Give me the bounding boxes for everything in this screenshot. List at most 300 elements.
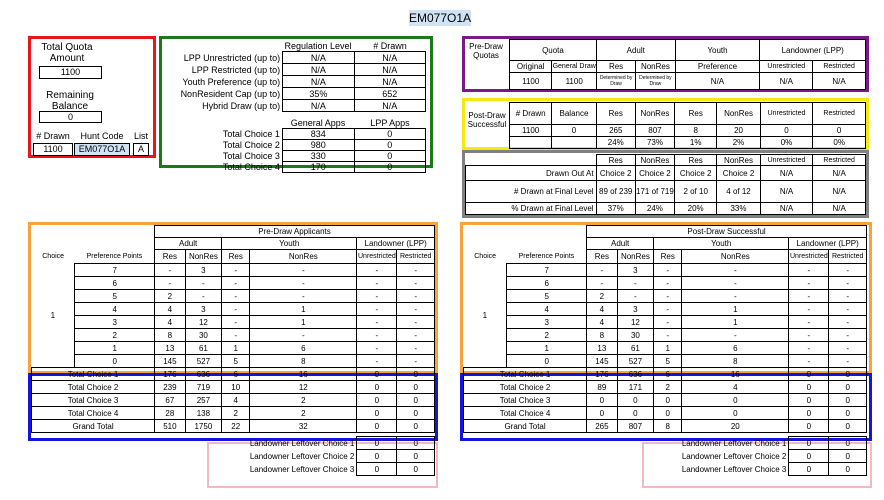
cell: 0 bbox=[587, 407, 618, 420]
apps-row bbox=[164, 151, 426, 162]
drawn-header: # Drawn bbox=[510, 103, 552, 125]
cell: 0% bbox=[813, 137, 866, 149]
column-header: NonRes bbox=[617, 250, 654, 264]
total-row bbox=[32, 394, 435, 407]
total-row bbox=[32, 368, 435, 381]
cell: 636 bbox=[617, 368, 654, 381]
cell: 1% bbox=[675, 137, 717, 149]
leftover-label: Landowner Leftover Choice 1 bbox=[681, 438, 787, 448]
cell: 2 bbox=[507, 329, 587, 342]
cell: - bbox=[617, 277, 654, 290]
cell: 0 bbox=[397, 420, 435, 433]
leftover-row bbox=[32, 463, 435, 476]
list-value: A bbox=[133, 143, 149, 156]
cell: 0 bbox=[789, 450, 829, 463]
predraw-quotas-table bbox=[509, 39, 866, 90]
cell: 30 bbox=[185, 329, 222, 342]
cell: 1 bbox=[507, 342, 587, 355]
lpp-apps-cell: 0 bbox=[354, 162, 425, 173]
table-row bbox=[464, 316, 867, 329]
cell: 807 bbox=[635, 125, 674, 137]
regulation-level-cell: N/A bbox=[283, 76, 354, 88]
cell: 719 bbox=[185, 381, 222, 394]
cell: 3 bbox=[617, 264, 654, 277]
drawn-out-row bbox=[466, 203, 866, 215]
landowner-header: Landowner (LPP) bbox=[760, 40, 866, 61]
cell: - bbox=[789, 264, 829, 277]
cell: 176 bbox=[155, 368, 186, 381]
cell: 61 bbox=[617, 342, 654, 355]
column-header: Res bbox=[587, 250, 618, 264]
cell: - bbox=[682, 264, 789, 277]
cell: 61 bbox=[185, 342, 222, 355]
cell: - bbox=[250, 290, 357, 303]
hunt-code-header: Hunt Code bbox=[80, 131, 124, 141]
cell: 6 bbox=[222, 368, 250, 381]
cell: 171 of 719 bbox=[635, 181, 674, 203]
cell: - bbox=[357, 264, 397, 277]
cell: 32 bbox=[250, 420, 357, 433]
cell: 8 bbox=[587, 329, 618, 342]
drawn-out-table bbox=[465, 154, 866, 215]
cell: 8 bbox=[250, 355, 357, 368]
leftover-row bbox=[464, 463, 867, 476]
regulation-row bbox=[164, 64, 426, 76]
cell: - bbox=[222, 290, 250, 303]
regulation-table bbox=[164, 41, 426, 51]
cell: 20 bbox=[682, 420, 789, 433]
original-value: 1100 bbox=[510, 73, 552, 90]
cell: - bbox=[222, 316, 250, 329]
section-title: Post-Draw Successful bbox=[587, 226, 867, 238]
cell: N/A bbox=[813, 203, 866, 215]
total-label: Grand Total bbox=[32, 420, 155, 433]
regulation-row bbox=[164, 100, 426, 112]
cell: - bbox=[789, 316, 829, 329]
column-header: NonRes bbox=[250, 250, 357, 264]
leftover-label: Landowner Leftover Choice 3 bbox=[681, 464, 787, 474]
section-title: Pre-Draw Applicants bbox=[155, 226, 435, 238]
total-label: Total Choice 2 bbox=[32, 381, 155, 394]
cell: - bbox=[682, 290, 789, 303]
regulation-rows bbox=[164, 51, 426, 112]
column-header: Res bbox=[155, 250, 186, 264]
cell: - bbox=[397, 303, 435, 316]
cell: 6 bbox=[654, 368, 682, 381]
restricted-header: Restricted bbox=[813, 103, 866, 125]
total-label: Total Choice 1 bbox=[464, 368, 587, 381]
cell: - bbox=[587, 264, 618, 277]
cell: - bbox=[397, 342, 435, 355]
cell: 0 bbox=[813, 125, 866, 137]
regulation-level-cell: 35% bbox=[283, 88, 354, 100]
cell: 8 bbox=[654, 420, 682, 433]
predraw-quotas-box bbox=[462, 36, 869, 92]
total-row bbox=[32, 407, 435, 420]
drawn-cell: N/A bbox=[354, 100, 425, 112]
cell: 24% bbox=[635, 203, 674, 215]
cell: 1750 bbox=[185, 420, 222, 433]
cell: 89 bbox=[587, 381, 618, 394]
total-row bbox=[32, 420, 435, 433]
cell: - bbox=[397, 316, 435, 329]
quota-summary-box bbox=[28, 36, 156, 158]
cell: - bbox=[222, 329, 250, 342]
choice-cell: 1 bbox=[50, 310, 56, 320]
cell: 0 bbox=[357, 381, 397, 394]
drawn-value: 1100 bbox=[33, 143, 73, 156]
leftover-row bbox=[464, 437, 867, 450]
general-apps-cell: 834 bbox=[282, 129, 354, 140]
applicants-table-wrap bbox=[31, 225, 435, 476]
cell: 8 bbox=[682, 355, 789, 368]
cell: 265 bbox=[596, 125, 635, 137]
total-label: Total Choice 3 bbox=[32, 394, 155, 407]
cell: 4 bbox=[587, 303, 618, 316]
cell: 636 bbox=[185, 368, 222, 381]
regulation-row bbox=[164, 76, 426, 88]
cell: 0 bbox=[829, 381, 867, 394]
row-label: NonResident Cap (up to) bbox=[180, 88, 281, 99]
table-row bbox=[464, 277, 867, 290]
predraw-quotas-label: Pre-Draw Quotas bbox=[469, 42, 503, 60]
cell: - bbox=[829, 329, 867, 342]
cell: 16 bbox=[250, 368, 357, 381]
cell: - bbox=[789, 342, 829, 355]
row-label: Total Choice 1 bbox=[222, 129, 280, 139]
cell: 0 bbox=[397, 450, 435, 463]
cell: 4 bbox=[507, 303, 587, 316]
cell: - bbox=[155, 264, 186, 277]
count-row bbox=[510, 125, 866, 137]
cell: - bbox=[250, 277, 357, 290]
total-label: Total Choice 4 bbox=[32, 407, 155, 420]
general-apps-cell: 170 bbox=[282, 162, 354, 173]
column-header: Res bbox=[222, 250, 250, 264]
cell: 3 bbox=[185, 264, 222, 277]
drawn-header: # Drawn bbox=[36, 131, 70, 141]
cell: 13 bbox=[155, 342, 186, 355]
total-row bbox=[464, 381, 867, 394]
cell: - bbox=[357, 316, 397, 329]
drawn-out-box bbox=[462, 150, 869, 218]
cell: 0 bbox=[357, 420, 397, 433]
general-draw-value: 1100 bbox=[552, 73, 597, 90]
cell: - bbox=[397, 277, 435, 290]
drawn-count-header: # Drawn bbox=[373, 41, 407, 51]
remaining-balance-value: 0 bbox=[39, 111, 102, 123]
cell: 4 bbox=[155, 316, 186, 329]
cell: - bbox=[222, 303, 250, 316]
unrestricted-subheader: Unrestricted bbox=[760, 61, 813, 73]
total-row bbox=[464, 420, 867, 433]
cell: 0 bbox=[829, 437, 867, 450]
table-row bbox=[464, 329, 867, 342]
res-subheader: Res bbox=[596, 61, 635, 73]
row-label: Total Choice 2 bbox=[222, 140, 280, 150]
successful-table bbox=[463, 225, 867, 476]
landowner-group-header: Landowner (LPP) bbox=[357, 238, 435, 250]
cell: 0 bbox=[789, 437, 829, 450]
postdraw-successful-table bbox=[509, 102, 866, 149]
cell: - bbox=[222, 264, 250, 277]
restricted-subheader: Restricted bbox=[813, 61, 866, 73]
cell: - bbox=[829, 316, 867, 329]
drawn-cell: N/A bbox=[354, 64, 425, 76]
cell: 1 bbox=[250, 316, 357, 329]
cell: - bbox=[682, 277, 789, 290]
cell: Choice 2 bbox=[717, 166, 760, 181]
original-subheader: Original bbox=[510, 61, 552, 73]
cell: 257 bbox=[185, 394, 222, 407]
cell: Choice 2 bbox=[596, 166, 635, 181]
cell: N/A bbox=[813, 166, 866, 181]
cell: 3 bbox=[75, 316, 155, 329]
landowner-group-header: Landowner (LPP) bbox=[789, 238, 867, 250]
column-header: Unrestricted bbox=[357, 250, 397, 264]
adult-group-header: Adult bbox=[155, 238, 222, 250]
nonres-value: Determined by Draw bbox=[636, 73, 675, 90]
regulation-level-header: Regulation Level bbox=[284, 41, 352, 51]
table-row bbox=[32, 277, 435, 290]
table-row bbox=[32, 342, 435, 355]
total-row bbox=[464, 368, 867, 381]
cell: 0 bbox=[552, 125, 596, 137]
cell: 6 bbox=[75, 277, 155, 290]
cell: 0 bbox=[829, 420, 867, 433]
cell: 0 bbox=[397, 437, 435, 450]
youth-group-header: Youth bbox=[222, 238, 357, 250]
cell: - bbox=[789, 329, 829, 342]
cell: - bbox=[829, 355, 867, 368]
cell: 0 bbox=[829, 368, 867, 381]
regulation-level-cell: N/A bbox=[283, 100, 354, 112]
cell: 30 bbox=[617, 329, 654, 342]
column-header: Choice bbox=[42, 253, 65, 260]
cell: 138 bbox=[185, 407, 222, 420]
cell: 2 bbox=[250, 407, 357, 420]
cell: 1 bbox=[75, 342, 155, 355]
general-draw-subheader: General Draw bbox=[552, 61, 597, 73]
cell: - bbox=[397, 329, 435, 342]
table-row bbox=[32, 290, 435, 303]
cell: 176 bbox=[587, 368, 618, 381]
general-apps-header: General Apps bbox=[290, 118, 346, 128]
cell: 8 bbox=[155, 329, 186, 342]
drawn-out-row bbox=[466, 166, 866, 181]
lpp-apps-header: LPP Apps bbox=[370, 118, 410, 128]
cell: N/A bbox=[760, 166, 813, 181]
cell: 0 bbox=[789, 381, 829, 394]
drawn-out-row bbox=[466, 181, 866, 203]
cell: - bbox=[789, 290, 829, 303]
cell: 6 bbox=[250, 342, 357, 355]
cell: - bbox=[357, 290, 397, 303]
res-header: Res bbox=[596, 155, 635, 166]
regulation-box bbox=[159, 36, 433, 172]
cell: 3 bbox=[185, 303, 222, 316]
cell: - bbox=[654, 329, 682, 342]
cell: 22 bbox=[222, 420, 250, 433]
cell: 10 bbox=[222, 381, 250, 394]
cell: 1 bbox=[682, 303, 789, 316]
row-label: Hybrid Draw (up to) bbox=[202, 100, 281, 111]
cell: 0 bbox=[397, 463, 435, 476]
unrestricted-header: Unrestricted bbox=[760, 155, 813, 166]
cell: 0 bbox=[617, 407, 654, 420]
cell: - bbox=[250, 264, 357, 277]
apps-row bbox=[164, 162, 426, 173]
general-apps-cell: 980 bbox=[282, 140, 354, 151]
cell: - bbox=[250, 329, 357, 342]
cell: 0 bbox=[587, 394, 618, 407]
res-value: Determined by Draw bbox=[596, 73, 635, 90]
table-row bbox=[464, 303, 867, 316]
applicants-table bbox=[31, 225, 435, 476]
cell: 4 bbox=[155, 303, 186, 316]
cell: 145 bbox=[155, 355, 186, 368]
cell: 265 bbox=[587, 420, 618, 433]
cell: - bbox=[617, 290, 654, 303]
hunt-code-title: EM077O1A bbox=[409, 11, 472, 25]
cell: 0 bbox=[357, 407, 397, 420]
res-header: Res bbox=[596, 103, 635, 125]
cell: 0 bbox=[654, 407, 682, 420]
total-label: Total Choice 2 bbox=[464, 381, 587, 394]
column-header: Res bbox=[654, 250, 682, 264]
cell: - bbox=[587, 277, 618, 290]
regulation-level-cell: N/A bbox=[283, 52, 354, 64]
cell: 0% bbox=[760, 137, 813, 149]
cell: 0 bbox=[789, 368, 829, 381]
youth-header: Youth bbox=[675, 40, 760, 61]
hunt-code-value: EM077O1A bbox=[74, 143, 130, 156]
cell: 0 bbox=[397, 368, 435, 381]
cell: 33% bbox=[717, 203, 760, 215]
cell: - bbox=[829, 342, 867, 355]
row-label: Youth Preference (up to) bbox=[182, 76, 281, 87]
cell: Choice 2 bbox=[635, 166, 674, 181]
cell: 7 bbox=[507, 264, 587, 277]
column-header: NonRes bbox=[682, 250, 789, 264]
cell: 5 bbox=[654, 355, 682, 368]
cell: 0 bbox=[397, 407, 435, 420]
leftover-label: Landowner Leftover Choice 3 bbox=[249, 464, 355, 474]
row-label: Total Choice 3 bbox=[222, 151, 280, 161]
regulation-row bbox=[164, 88, 426, 100]
list-header: List bbox=[133, 131, 148, 141]
youth-res-header: Res bbox=[675, 103, 717, 125]
cell: 4 bbox=[75, 303, 155, 316]
cell: 28 bbox=[155, 407, 186, 420]
cell: 2 bbox=[587, 290, 618, 303]
cell: - bbox=[155, 277, 186, 290]
drawn-cell: N/A bbox=[354, 52, 425, 64]
table-row bbox=[32, 355, 435, 368]
table-row bbox=[464, 355, 867, 368]
total-label: Total Choice 1 bbox=[32, 368, 155, 381]
cell: 0 bbox=[654, 394, 682, 407]
cell: 7 bbox=[75, 264, 155, 277]
nonres-header: NonRes bbox=[635, 155, 674, 166]
cell: 527 bbox=[185, 355, 222, 368]
cell: 0 bbox=[789, 407, 829, 420]
cell: 1 bbox=[222, 342, 250, 355]
lpp-apps-cell: 0 bbox=[354, 129, 425, 140]
cell: - bbox=[654, 290, 682, 303]
cell: 0 bbox=[75, 355, 155, 368]
balance-header: Balance bbox=[552, 103, 596, 125]
remaining-balance-label: Remaining Balance bbox=[46, 90, 94, 112]
total-row bbox=[464, 407, 867, 420]
cell: 5 bbox=[222, 355, 250, 368]
column-header: Restricted bbox=[829, 250, 867, 264]
cell bbox=[552, 137, 596, 149]
cell: - bbox=[397, 355, 435, 368]
cell: - bbox=[357, 329, 397, 342]
cell: 5 bbox=[75, 290, 155, 303]
total-quota-value: 1100 bbox=[39, 66, 102, 79]
row-label: LPP Unrestricted (up to) bbox=[183, 52, 281, 63]
leftover-label: Landowner Leftover Choice 2 bbox=[681, 451, 787, 461]
cell: 2 bbox=[155, 290, 186, 303]
cell: 67 bbox=[155, 394, 186, 407]
cell: 807 bbox=[617, 420, 654, 433]
cell: 0 bbox=[357, 437, 397, 450]
quota-header: Quota bbox=[510, 40, 597, 61]
cell: - bbox=[829, 277, 867, 290]
cell: 0 bbox=[829, 450, 867, 463]
total-label: Total Choice 4 bbox=[464, 407, 587, 420]
column-header: Unrestricted bbox=[789, 250, 829, 264]
cell: 0 bbox=[357, 368, 397, 381]
cell: 1 bbox=[682, 316, 789, 329]
cell: - bbox=[357, 277, 397, 290]
cell: - bbox=[682, 329, 789, 342]
general-apps-cell: 330 bbox=[282, 151, 354, 162]
postdraw-successful-label: Post-Draw Successful bbox=[467, 111, 507, 129]
total-label: Grand Total bbox=[464, 420, 587, 433]
leftover-row bbox=[32, 437, 435, 450]
youth-group-header: Youth bbox=[654, 238, 789, 250]
cell: 171 bbox=[617, 381, 654, 394]
cell: 6 bbox=[682, 342, 789, 355]
cell: 13 bbox=[587, 342, 618, 355]
youth-res-header: Res bbox=[675, 155, 717, 166]
cell: 0 bbox=[829, 394, 867, 407]
cell: 2 bbox=[654, 381, 682, 394]
cell: 0 bbox=[507, 355, 587, 368]
apps-row bbox=[164, 140, 426, 151]
unrestricted-value: N/A bbox=[760, 73, 813, 90]
drawn-cell: N/A bbox=[354, 76, 425, 88]
cell: 89 of 239 bbox=[596, 181, 635, 203]
cell: 16 bbox=[682, 368, 789, 381]
cell: 0 bbox=[829, 407, 867, 420]
adult-group-header: Adult bbox=[587, 238, 654, 250]
cell: 0 bbox=[789, 420, 829, 433]
cell: - bbox=[789, 277, 829, 290]
cell: - bbox=[789, 303, 829, 316]
cell bbox=[510, 137, 552, 149]
preference-value: N/A bbox=[675, 73, 760, 90]
cell: 3 bbox=[617, 303, 654, 316]
table-row bbox=[32, 329, 435, 342]
cell: 0 bbox=[397, 381, 435, 394]
cell: 2 bbox=[250, 394, 357, 407]
cell: 145 bbox=[587, 355, 618, 368]
column-header: Preference Points bbox=[518, 252, 575, 260]
